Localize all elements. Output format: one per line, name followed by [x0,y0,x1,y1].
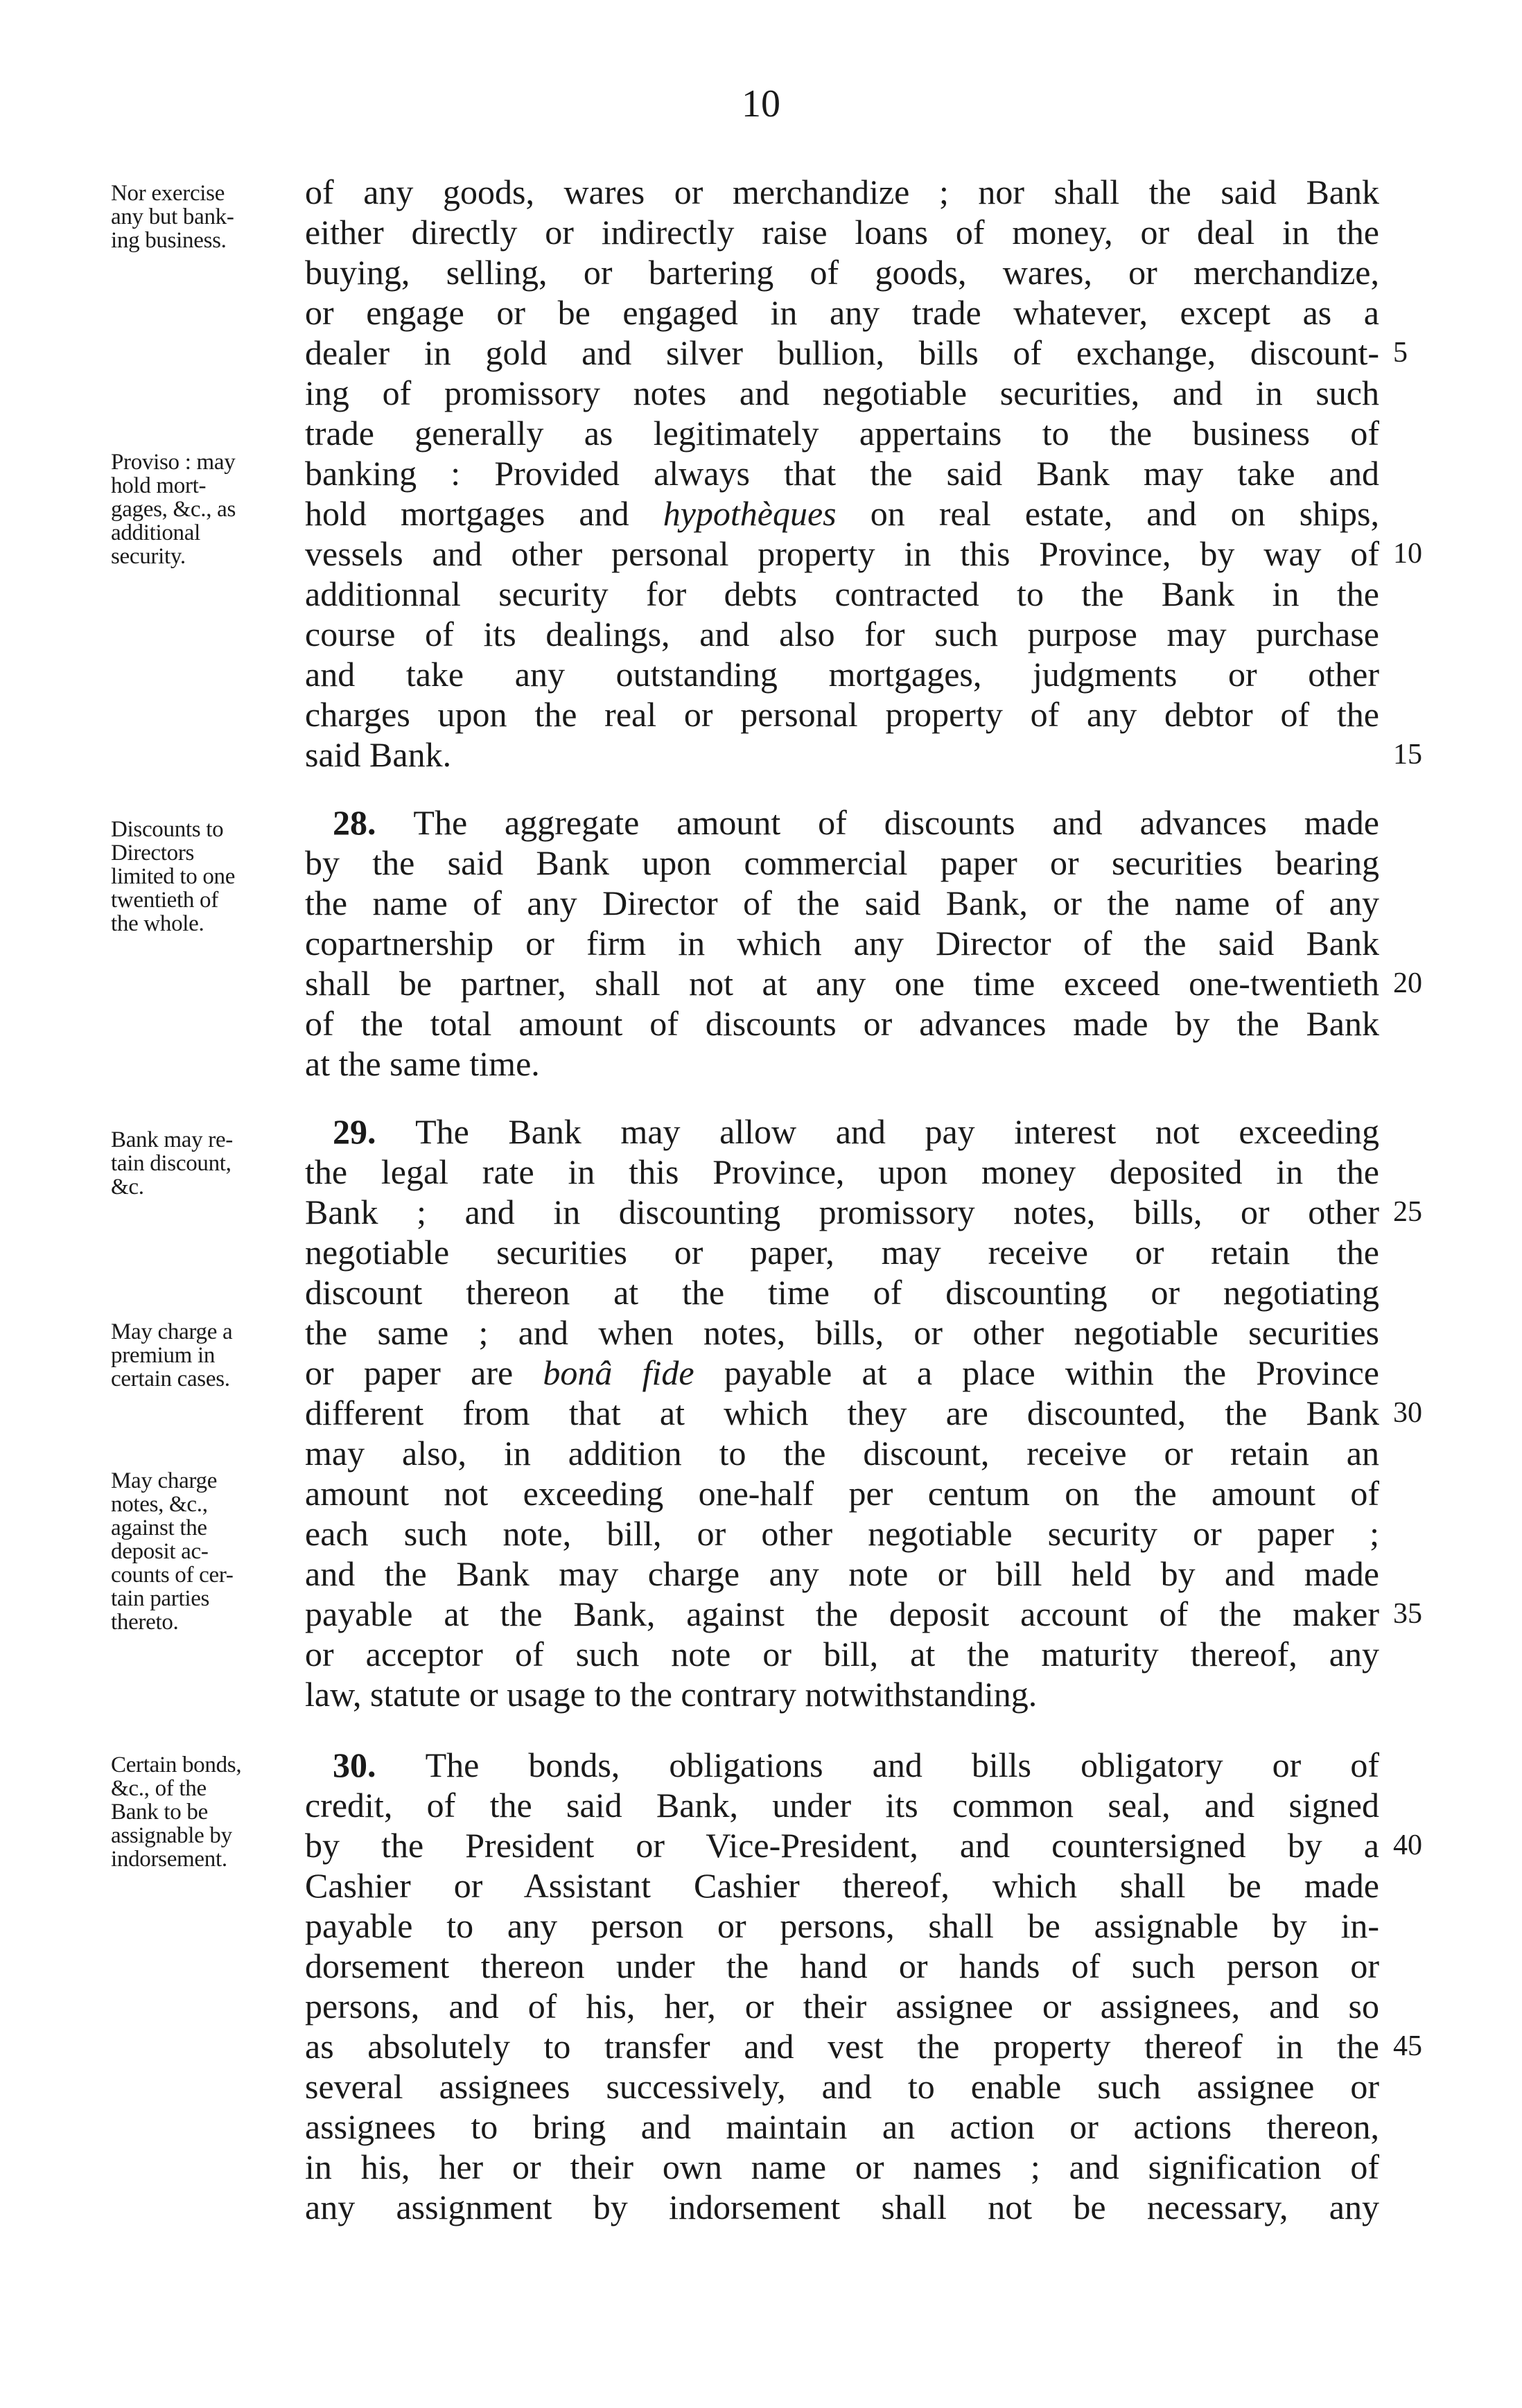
text-line: ing of promissory notes and negotiable securities, and in such [305,373,1379,412]
line-number: 35 [1393,1598,1422,1630]
margin-note-line: Bank may re- [111,1127,233,1152]
text-line: the legal rate in this Province, upon money deposited in the [305,1152,1379,1191]
text-line: by the President or Vice-President, and countersigned by a [305,1826,1379,1865]
section-first-line: The bonds, obligations and bills obligatory or of [425,1746,1379,1784]
section-first-line: The Bank may allow and pay interest not exceeding [415,1112,1380,1151]
text-line: trade generally as legitimately appertains to the business of [305,414,1379,452]
margin-note-bank-retain-discount [111,1128,319,1199]
text-line: course of its dealings, and also for such purpose may purchase [305,615,1379,653]
line-number: 15 [1393,739,1422,771]
text-line: each such note, bill, or other negotiable security or paper ; [305,1514,1379,1553]
text-line: either directly or indirectly raise loans of money, or deal in the [305,213,1379,252]
text-line [305,1745,1379,1785]
italic-term: bonâ fide [543,1353,694,1392]
margin-note-line: hold mort- [111,473,207,498]
margin-note-line: security. [111,544,186,569]
margin-note-line: Nor exercise [111,181,225,206]
margin-note-discounts-to-directors [111,818,319,935]
text-line: assignees to bring and maintain an action or actions thereon, [305,2107,1379,2146]
margin-note-line: May charge a [111,1319,233,1344]
margin-note-line: tain parties [111,1586,210,1611]
section-first-line: The aggregate amount of discounts and advances made [413,803,1379,842]
margin-note-line: notes, &c., [111,1492,208,1517]
text-line: the same ; and when notes, bills, or other negotiable securities [305,1313,1379,1352]
margin-note-line: Directors [111,841,195,865]
text-line: Bank ; and in discounting promissory notes, bills, or other [305,1193,1379,1231]
text-line: vessels and other personal property in this Province, by way of [305,534,1379,573]
margin-note-line: the whole. [111,911,204,936]
text-line: shall be partner, shall not at any one time exceed one-twentieth [305,964,1379,1003]
margin-note-line: Discounts to [111,817,224,842]
text-line: credit, of the said Bank, under its common seal, and signed [305,1786,1379,1825]
margin-note-line: gages, &c., as [111,497,236,522]
text-line: Cashier or Assistant Cashier thereof, which shall be made [305,1866,1379,1905]
margin-note-line: limited to one [111,864,236,889]
margin-note-premium [111,1320,319,1391]
margin-note-line: twentieth of [111,888,218,913]
margin-note-line: ing business. [111,228,227,253]
text-line: of the total amount of discounts or advances made by the Bank [305,1004,1379,1043]
margin-note-line: Certain bonds, [111,1752,242,1777]
text-line: several assignees successively, and to enable such assignee or [305,2067,1379,2106]
margin-note-line: against the [111,1515,207,1540]
line-number: 30 [1393,1397,1422,1429]
text-line: and take any outstanding mortgages, judgments or other [305,655,1379,694]
text-line: additionnal security for debts contracted to the Bank in the [305,574,1379,613]
margin-note-line: counts of cer- [111,1563,234,1588]
text-line: charges upon the real or personal property of any debtor of the [305,695,1379,734]
text-line: in his, her or their own name or names ; and signification of [305,2147,1379,2186]
text-line: copartnership or firm in which any Director of the said Bank [305,924,1379,963]
text-line: or paper are bonâ fide payable at a place within the Province [305,1353,1379,1392]
text-line: amount not exceeding one-half per centum on the amount of [305,1474,1379,1513]
text-line: dealer in gold and silver bullion, bills of exchange, discount- [305,333,1379,372]
text-line: negotiable securities or paper, may receive or retain the [305,1233,1379,1272]
text-line: at the same time. [305,1044,540,1083]
line-number: 40 [1393,1829,1422,1861]
text-line: said Bank. [305,735,452,774]
text-line: buying, selling, or bartering of goods, wares, or merchandize, [305,253,1379,292]
italic-term: hypothèques [663,494,837,533]
text-line: different from that at which they are discounted, the Bank [305,1394,1379,1432]
text-line: of any goods, wares or merchandize ; nor shall the said Bank [305,173,1379,211]
text-line: law, statute or usage to the contrary notwithstanding. [305,1675,1038,1714]
margin-note-line: &c., of the [111,1776,207,1801]
margin-note-line: May charge [111,1468,218,1493]
text-line: or engage or be engaged in any trade whatever, except as a [305,293,1379,332]
margin-note-line: Proviso : may [111,450,236,475]
margin-note-line: indorsement. [111,1847,227,1872]
text-line: persons, and of his, her, or their assignee or assignees, and so [305,1987,1379,2025]
line-number: 45 [1393,2030,1422,2062]
margin-note-line: thereto. [111,1610,179,1635]
line-number: 20 [1393,967,1422,999]
text-line: discount thereon at the time of discounting or negotiating [305,1273,1379,1312]
text-line: payable at the Bank, against the deposit account of the maker [305,1594,1379,1633]
text-line: by the said Bank upon commercial paper or securities bearing [305,843,1379,882]
margin-note-line: any but bank- [111,204,234,229]
line-number: 5 [1393,337,1408,369]
margin-note-line: &c. [111,1175,144,1199]
section-number: 28. [333,803,376,842]
section-number: 30. [333,1746,376,1784]
section-number: 29. [333,1112,376,1151]
page-number: 10 [742,82,780,125]
text-line: hold mortgages and hypothèques on real estate, and on ships, [305,494,1379,533]
text-line: and the Bank may charge any note or bill held by and made [305,1554,1379,1593]
text-line: payable to any person or persons, shall be assignable by in- [305,1906,1379,1945]
text-line [305,802,1379,843]
text-line: or acceptor of such note or bill, at the maturity thereof, any [305,1635,1379,1673]
margin-note-charge-notes [111,1469,319,1634]
text-line: may also, in addition to the discount, receive or retain an [305,1434,1379,1473]
margin-note-line: additional [111,520,200,545]
line-number: 25 [1393,1196,1422,1228]
margin-note-line: certain cases. [111,1366,230,1391]
text-line [305,1111,1379,1152]
text-line: banking : Provided always that the said Bank may take and [305,454,1379,493]
margin-note-proviso [111,450,319,568]
text-line: any assignment by indorsement shall not be necessary, any [305,2188,1379,2226]
margin-note-line: tain discount, [111,1151,231,1176]
text-line: the name of any Director of the said Bank, or the name of any [305,884,1379,922]
line-number: 10 [1393,538,1422,570]
text-line: as absolutely to transfer and vest the property thereof in the [305,2027,1379,2066]
text-line: dorsement thereon under the hand or hands of such person or [305,1946,1379,1985]
margin-note-line: deposit ac- [111,1539,209,1564]
margin-note-line: Bank to be [111,1800,208,1825]
margin-note-nor-exercise [111,182,319,252]
margin-note-line: assignable by [111,1823,232,1848]
margin-note-certain-bonds [111,1753,319,1871]
margin-note-line: premium in [111,1343,216,1368]
